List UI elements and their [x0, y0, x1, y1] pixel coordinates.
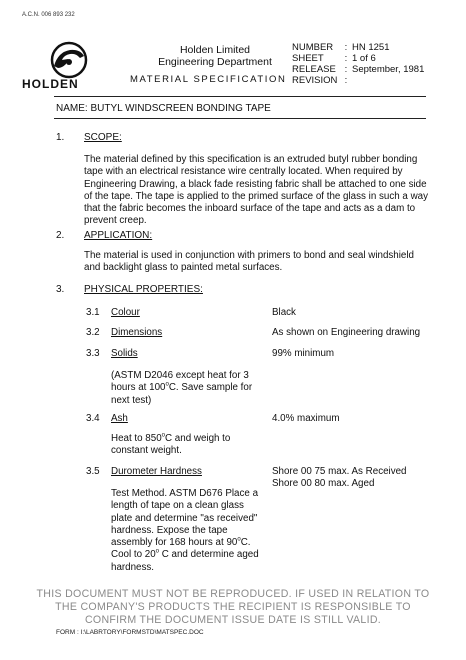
property-note-ash: Heat to 850$^o$C and weigh to constant weight. — [111, 432, 231, 457]
section-number-scope: 1. — [56, 132, 65, 143]
property-value-ash: 4.0% maximum — [272, 413, 340, 424]
property-note-durometer: Test Method. ASTM D676 Place a length of tape on a clean glass plate and determine "as received" hardness. Expose the tape assembly for 168 hours at 90$^o$C. Cool to 20$^o$ C and determine aged hardness. — [111, 488, 259, 573]
meta-value: September, 1981 — [352, 64, 425, 75]
meta-row-revision — [292, 75, 424, 86]
property-value-durometer-received: Shore 00 75 max. As Received — [272, 466, 407, 477]
document-type: MATERIAL SPECIFICATION — [130, 74, 287, 85]
application-body: The material is used in conjunction with primers to bond and seal windshield and backlight glass to painted metal surfaces. — [84, 250, 415, 274]
meta-separator: : — [344, 75, 348, 86]
section-title-physical: PHYSICAL PROPERTIES: — [84, 284, 203, 295]
section-number-physical: 3. — [56, 284, 65, 295]
meta-row-sheet — [292, 53, 424, 64]
property-label-colour: Colour — [111, 307, 140, 318]
meta-key: RELEASE — [292, 64, 336, 75]
section-title-scope: SCOPE: — [84, 132, 122, 143]
document-meta-table — [292, 42, 424, 86]
logo-wordmark: HOLDEN — [22, 77, 79, 91]
property-label-solids: Solids — [111, 348, 138, 359]
property-value-solids: 99% minimum — [272, 348, 335, 359]
name-divider — [54, 118, 426, 119]
meta-value: HN 1251 — [352, 42, 390, 53]
property-label-durometer: Durometer Hardness — [111, 466, 202, 477]
property-number-dimensions: 3.2 — [86, 327, 100, 338]
meta-value: 1 of 6 — [352, 53, 376, 64]
meta-key: SHEET — [292, 53, 324, 64]
meta-key: NUMBER — [292, 42, 334, 53]
property-number-solids: 3.3 — [86, 348, 100, 359]
department-name: Engineering Department — [158, 56, 272, 68]
property-note-solids: (ASTM D2046 except heat for 3 hours at 100$^o$C. Save sample for next test) — [111, 370, 253, 406]
section-title-application: APPLICATION: — [84, 230, 153, 241]
meta-value — [352, 75, 424, 86]
warning-line-1: THIS DOCUMENT MUST NOT BE REPRODUCED. IF USED IN RELATION TO — [36, 588, 430, 600]
warning-line-3: CONFIRM THE DOCUMENT ISSUE DATE IS STILL VALID. — [84, 614, 382, 626]
meta-key: REVISION — [292, 75, 338, 86]
acn-number: A.C.N. 006 893 232 — [22, 12, 75, 18]
meta-row-number — [292, 42, 424, 53]
property-value-colour: Black — [272, 307, 296, 318]
company-name: Holden Limited — [179, 44, 251, 56]
property-number-durometer: 3.5 — [86, 466, 100, 477]
property-value-durometer-aged: Shore 00 80 max. Aged — [272, 478, 375, 489]
property-label-ash: Ash — [111, 413, 128, 424]
header-divider — [54, 96, 426, 97]
meta-separator: : — [344, 53, 348, 64]
scope-body: The material defined by this specification is an extruded butyl rubber bonding tape with an electrical resistance wire centrally located. When required by Engineering Drawing, a black fade resisting fabric shall be attached to one side of the tape. The tape is applied to the primed surface of the glass in such a way that the fabric becomes the inboard surface of the tape and acts as a dam to prevent creep. — [84, 154, 429, 227]
warning-line-2: THE COMPANY'S PRODUCTS THE RECIPIENT IS RESPONSIBLE TO — [55, 601, 411, 613]
property-label-dimensions: Dimensions — [111, 327, 163, 338]
reproduction-warning — [0, 588, 466, 627]
property-number-ash: 3.4 — [86, 413, 100, 424]
property-value-dimensions: As shown on Engineering drawing — [272, 327, 421, 338]
material-name: NAME: BUTYL WINDSCREEN BONDING TAPE — [56, 103, 271, 114]
meta-separator: : — [344, 64, 348, 75]
meta-separator: : — [344, 42, 348, 53]
meta-row-release — [292, 64, 424, 75]
form-reference: FORM : I:\LABRTORY\FORMSTD\MATSPEC.DOC — [56, 629, 204, 636]
section-number-application: 2. — [56, 230, 65, 241]
property-number-colour: 3.1 — [86, 307, 100, 318]
